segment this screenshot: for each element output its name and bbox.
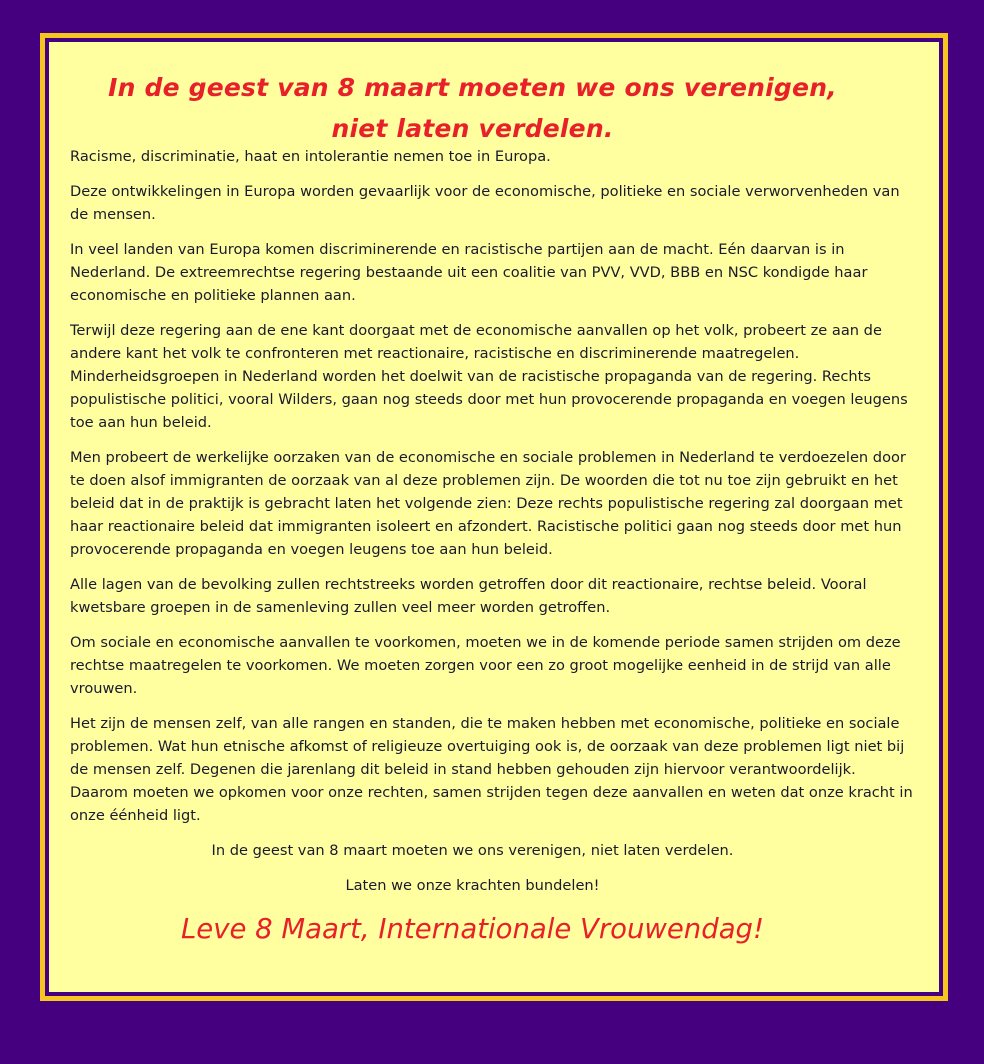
- title-line-2: niet laten verdelen.: [331, 114, 614, 143]
- document-sheet: [49, 42, 939, 992]
- body-text: [70, 145, 915, 827]
- purple-inner-border: [45, 38, 943, 996]
- gold-border-frame: [40, 33, 948, 1001]
- title-line-1: In de geest van 8 maart moeten we ons verenigen,: [108, 73, 837, 102]
- centered-slogan: In de geest van 8 maart moeten we ons verenigen, niet laten verdelen.: [211, 842, 734, 859]
- paragraph: Racisme, discriminatie, haat en intolerantie nemen toe in Europa.: [70, 148, 551, 165]
- paragraph: In veel landen van Europa komen discriminerende en racistische partijen aan de macht. Eén daarvan is in Nederland. De extreemrechtse regering bestaande uit een coalitie van PVV, VVD, BBB en NSC kondigde haar economische en politieke plannen aan.: [70, 241, 868, 304]
- page-title: [70, 67, 915, 149]
- paragraph: Alle lagen van de bevolking zullen rechtstreeks worden getroffen door dit reactionaire, rechtse beleid. Vooral kwetsbare groepen in de samenleving zullen veel meer worden getroffen.: [70, 576, 867, 616]
- paragraph: Men probeert de werkelijke oorzaken van de economische en sociale problemen in Nederland te verdoezelen door te doen alsof immigranten de oorzaak van al deze problemen zijn. De woorden die tot nu toe zijn gebruikt en het beleid dat in de praktijk is gebracht laten het volgende zien: Deze rechts populistische regering zal doorgaan met haar reactionaire beleid dat immigranten isoleert en afzondert. Racistische politici gaan nog steeds door met hun provocerende propaganda en voegen leugens toe aan hun beleid.: [70, 449, 906, 558]
- closing-slogan: Leve 8 Maart, Internationale Vrouwendag!: [180, 913, 765, 945]
- paragraph: Het zijn de mensen zelf, van alle rangen en standen, die te maken hebben met economische, politieke en sociale problemen. Wat hun etnische afkomst of religieuze overtuiging ook is, de oorzaak van deze problemen ligt niet bij de mensen zelf. Degenen die jarenlang dit beleid in stand hebben gehouden zijn hiervoor verantwoordelijk. Daarom moeten we opkomen voor onze rechten, samen strijden tegen deze aanvallen en weten dat onze kracht in onze éénheid ligt.: [70, 715, 913, 824]
- paragraph: Deze ontwikkelingen in Europa worden gevaarlijk voor de economische, politieke en sociale verworvenheden van de mensen.: [70, 183, 900, 223]
- centered-call: Laten we onze krachten bundelen!: [345, 877, 600, 894]
- paragraph: Terwijl deze regering aan de ene kant doorgaat met de economische aanvallen op het volk, probeert ze aan de andere kant het volk te confronteren met reactionaire, racistische en discriminerende maatregelen. Minderheidsgroepen in Nederland worden het doelwit van de racistische propaganda van de regering. Rechts populistische politici, vooral Wilders, gaan nog steeds door met hun provocerende propaganda en voegen leugens toe aan hun beleid.: [70, 322, 908, 431]
- paragraph: Om sociale en economische aanvallen te voorkomen, moeten we in de komende periode samen strijden om deze rechtse maatregelen te voorkomen. We moeten zorgen voor een zo groot mogelijke eenheid in de strijd van alle vrouwen.: [70, 634, 901, 697]
